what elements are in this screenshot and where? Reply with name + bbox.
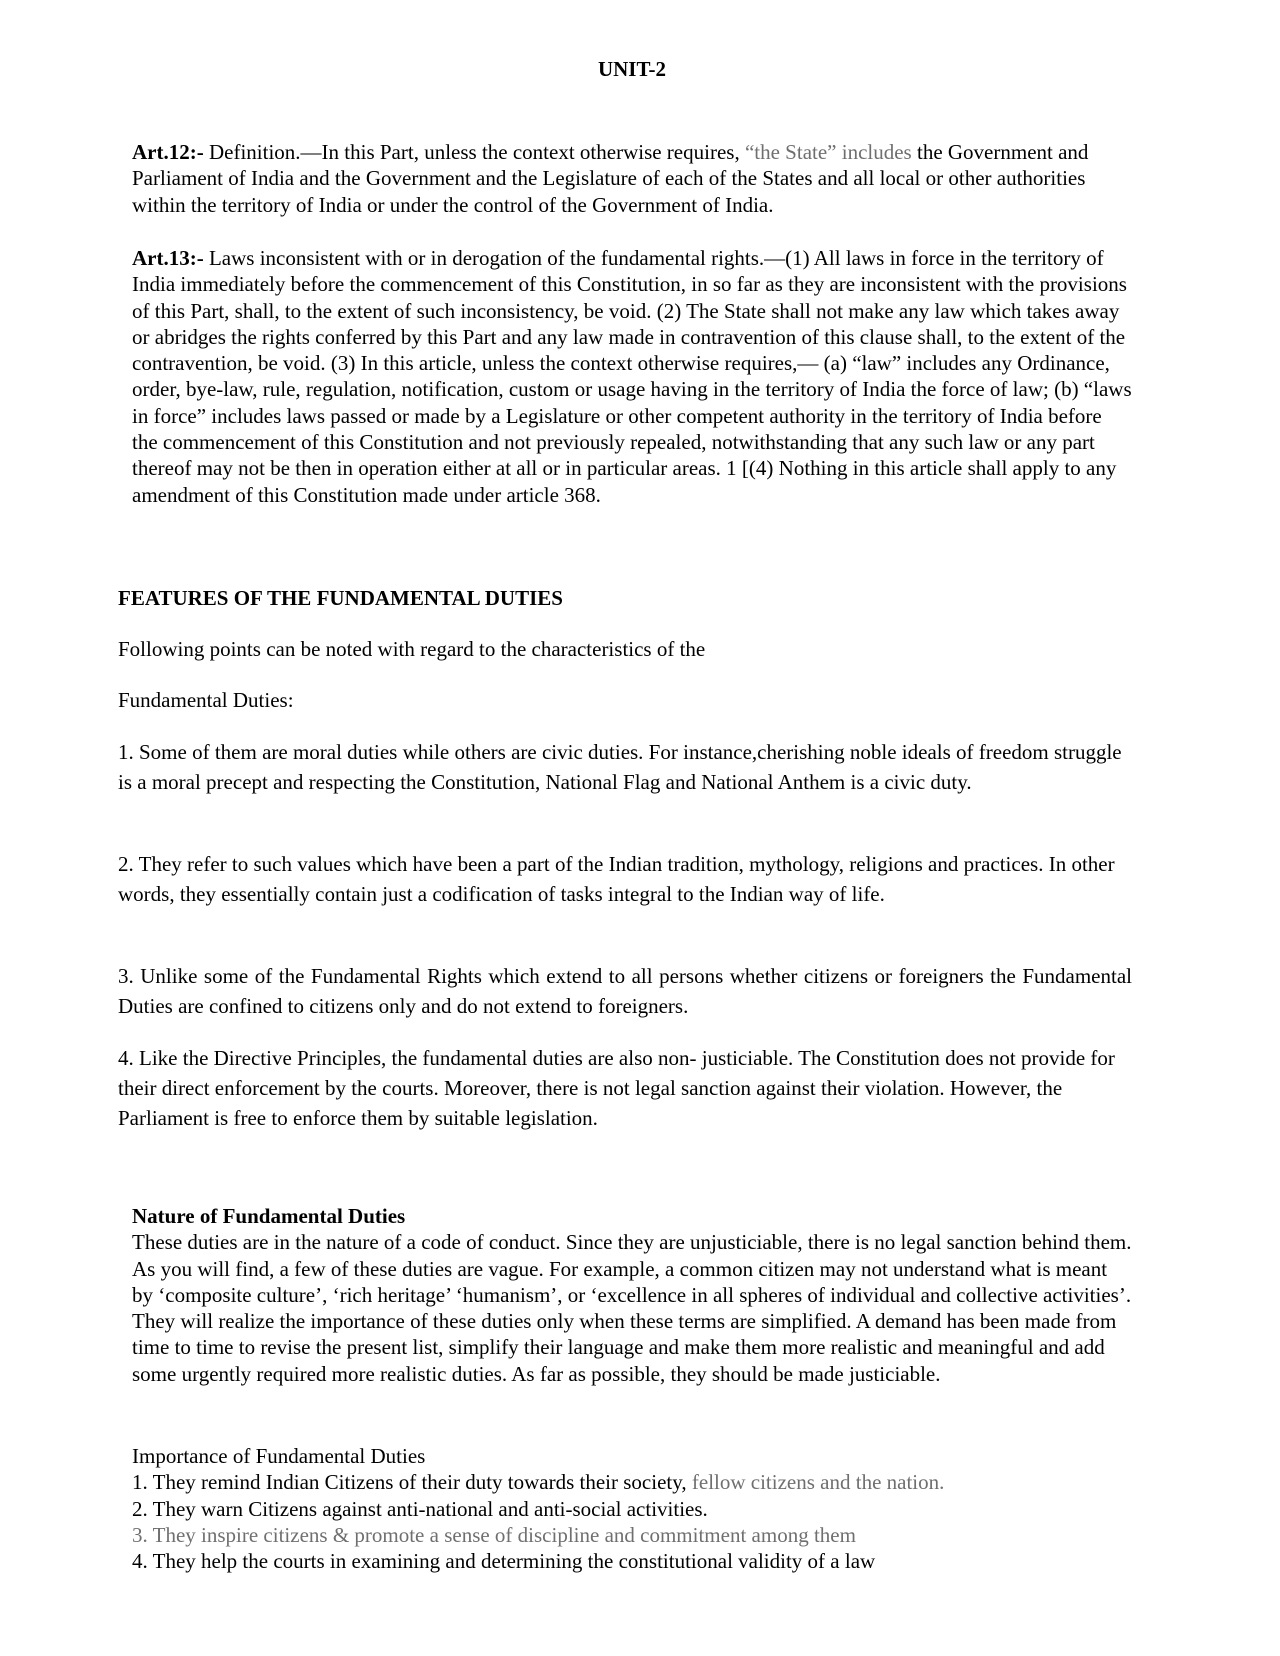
feature-point-3: 3. Unlike some of the Fundamental Rights which extend to all persons whether citizens or foreigners the Fundamental Duties are confined to citizens only and do not extend to foreigners. [118, 964, 1132, 1018]
article-12-quoted-term: “the State” includes [744, 140, 912, 164]
importance-item-4: 4. They help the courts in examining and determining the constitutional validity of a law [132, 1549, 876, 1574]
importance-item-1-muted: fellow citizens and the nation. [691, 1470, 945, 1495]
nature-heading: Nature of Fundamental Duties [132, 1204, 406, 1228]
article-12-text-a: Definition.—In this Part, unless the context otherwise requires, [203, 140, 745, 164]
features-intro-line-2: Fundamental Duties: [118, 688, 294, 712]
feature-point-1: 1. Some of them are moral duties while others are civic duties. For instance,cherishing noble ideals of freedom struggle is a moral precept and respecting the Constitution, National Flag and National Anthem is a civic duty. [118, 740, 1122, 794]
nature-section [132, 1203, 1132, 1387]
importance-item-3: 3. They inspire citizens & promote a sense of discipline and commitment among them [132, 1522, 856, 1547]
article-12-text-b: the Government and Parliament of India and the Government and the Legislature of each of the States and all local or other authorities within the territory of India or under the control of the Government of India. [132, 140, 1089, 217]
nature-text: These duties are in the nature of a code of conduct. Since they are unjusticiable, there is no legal sanction behind them. As you will find, a few of these duties are vague. For example, a common citizen may not understand what is meant by ‘composite culture’, ‘rich heritage’ ‘humanism’, or ‘excellence in all spheres of individual and collective activities’. They will realize the importance of these duties only when these terms are simplified. A demand has been made from time to time to revise the present list, simplify their language and make them more realistic and meaningful and add some urgently required more realistic duties. As far as possible, they should be made justiciable. [132, 1230, 1132, 1386]
article-12-paragraph [132, 139, 1132, 218]
importance-section [132, 1443, 1132, 1574]
features-intro-line-1: Following points can be noted with regard to the characteristics of the [118, 637, 706, 661]
article-13-text: Laws inconsistent with or in derogation of the fundamental rights.—(1) All laws in force in the territory of India immediately before the commencement of this Constitution, in so far as they are inconsistent with the provisions of this Part, shall, to the extent of such inconsistency, be void. (2) The State shall not make any law which takes away or abridges the rights conferred by this Part and any law made in contravention of this clause shall, to the extent of the contravention, be void. (3) In this article, unless the context otherwise requires,— (a) “law” includes any Ordinance, order, bye-law, rule, regulation, notification, custom or usage having in the territory of India the force of law; (b) “laws in force” includes laws passed or made by a Legislature or other competent authority in the territory of India before the commencement of this Constitution and not previously repealed, notwithstanding that any such law or any part thereof may not be then in operation either at all or in particular areas. 1 [(4) Nothing in this article shall apply to any amendment of this Constitution made under article 368. [132, 246, 1132, 507]
importance-heading: Importance of Fundamental Duties [132, 1444, 426, 1468]
features-heading: FEATURES OF THE FUNDAMENTAL DUTIES [118, 586, 563, 610]
importance-item-1 [132, 1469, 1132, 1495]
article-13-label: Art.13:- [132, 246, 204, 270]
article-12-label: Art.12:- [132, 140, 204, 164]
importance-item-2: 2. They warn Citizens against anti-national and anti-social activities. [132, 1496, 708, 1521]
page-title: UNIT-2 [597, 57, 667, 81]
feature-point-4: 4. Like the Directive Principles, the fundamental duties are also non- justiciable. The Constitution does not provide for their direct enforcement by the courts. Moreover, there is not legal sanction against their violation. However, the Parliament is free to enforce them by suitable legislation. [118, 1046, 1115, 1130]
importance-item-1-text: 1. They remind Indian Citizens of their duty towards their society, [132, 1470, 692, 1495]
article-13-paragraph [132, 245, 1132, 508]
feature-point-2: 2. They refer to such values which have been a part of the Indian tradition, mythology, religions and practices. In other words, they essentially contain just a codification of tasks integral to the Indian way of life. [118, 852, 1115, 906]
